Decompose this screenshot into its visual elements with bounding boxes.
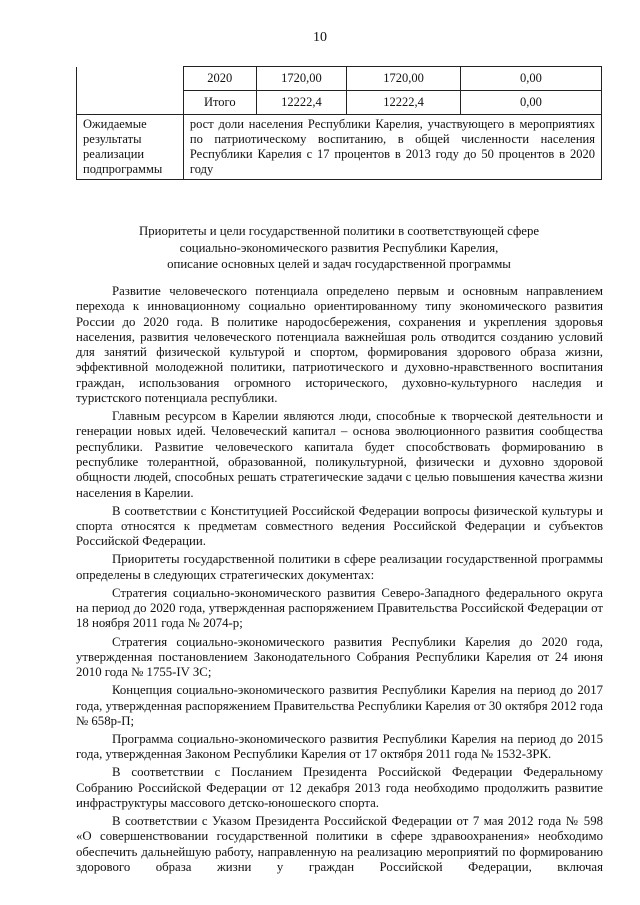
paragraph: Развитие человеческого потенциала определено первым и основным направлением перехода к инновационному социально ориентированному типу экономического развития России до 2020 года. В политике народосбережения, сохранения и укрепления здоровья населения, развития человеческого потенциала важнейшая роль отводится созданию условий для занятий физической культурой и спортом, формирования здорового образа жизни, эффективной молодежной политики, патриотического и духовно-нравственного воспитания граждан, использования огромного исторического, духовно-культурного наследия и туристского потенциала республики. xyxy=(76,284,603,406)
heading-line: Приоритеты и цели государственной политики в соответствующей сфере xyxy=(138,224,540,238)
paragraph: В соответствии с Конституцией Российской Федерации вопросы физической культуры и спорта относятся к предметам совместного ведения Российской Федерации и субъектов Российской Федерации. xyxy=(76,503,603,549)
paragraph: Стратегия социально-экономического развития Республики Карелия до 2020 года, утвержденная постановлением Законодательного Собрания Республики Карелия от 24 июня 2010 года № 1755-IV ЗС; xyxy=(76,634,603,680)
body-text xyxy=(76,284,603,878)
paragraph: В соответствии с Указом Президента Российской Федерации от 7 мая 2012 года № 598 «О совершенствовании государственной политики в сфере здравоохранения» необходимо обеспечить дальнейшую работу, направленную на реализацию мероприятий по формированию здорового образа жизни у граждан Российской Федерации, включая xyxy=(76,813,603,874)
paragraph: Стратегия социально-экономического развития Северо-Западного федерального округа на период до 2020 года, утвержденная распоряжением Правительства Российской Федерации от 18 ноября 2011 года № 2074-р; xyxy=(76,585,603,631)
table-year-cell: 2020 xyxy=(183,67,256,91)
paragraph: Программа социально-экономического развития Республики Карелия на период до 2015 года, утвержденная Законом Республики Карелия от 17 октября 2011 года № 1532-ЗРК. xyxy=(76,731,603,762)
table-other-cell: 0,00 xyxy=(460,91,601,115)
table-empty-cell xyxy=(77,91,184,115)
results-label-cell: Ожидаемые результаты реализации подпрограммы xyxy=(77,115,184,180)
table-total-cell: 1720,00 xyxy=(256,67,347,91)
table-budget-cell: 12222,4 xyxy=(347,91,461,115)
table-total-cell: 12222,4 xyxy=(256,91,347,115)
paragraph: Главным ресурсом в Карелии являются люди, способные к творческой деятельности и генерации новых идей. Человеческий капитал – основа эволюционного развития сообщества республики. Развитие человеческого капитала будет способствовать формированию в республике толерантной, образованной, поликультурной, физически и духовно здоровой общности людей, способных решать стратегические задачи с целью повышения качества жизни населения в Карелии. xyxy=(76,409,603,500)
table-year-cell: Итого xyxy=(183,91,256,115)
results-text-cell: рост доли населения Республики Карелия, участвующего в мероприятиях по патриотическому воспитанию, в общей численности населения Республики Карелия с 17 процентов в 2013 году до 50 процентов в 2020 году xyxy=(183,115,601,180)
table-row xyxy=(77,91,602,115)
funding-table xyxy=(76,66,602,180)
table-row-results xyxy=(77,115,602,180)
paragraph: Приоритеты государственной политики в сфере реализации государственной программы определены в следующих стратегических документах: xyxy=(76,552,603,582)
table-row xyxy=(77,67,602,91)
table-budget-cell: 1720,00 xyxy=(347,67,461,91)
page-number: 10 xyxy=(313,30,327,45)
section-heading xyxy=(76,223,602,273)
table-other-cell: 0,00 xyxy=(460,67,601,91)
heading-line: социально-экономического развития Республики Карелия, xyxy=(179,240,499,255)
paragraph: В соответствии с Посланием Президента Российской Федерации Федеральному Собранию Российской Федерации от 12 декабря 2013 года необходимо продолжить развитие инфраструктуры массового детско-юношеского спорта. xyxy=(76,765,603,810)
table-empty-cell xyxy=(77,67,184,91)
paragraph: Концепция социально-экономического развития Республики Карелия на период до 2017 года, утвержденная распоряжением Правительства Республики Карелия от 30 октября 2012 года № 658р-П; xyxy=(76,683,603,728)
heading-line: описание основных целей и задач государственной программы xyxy=(167,257,511,271)
